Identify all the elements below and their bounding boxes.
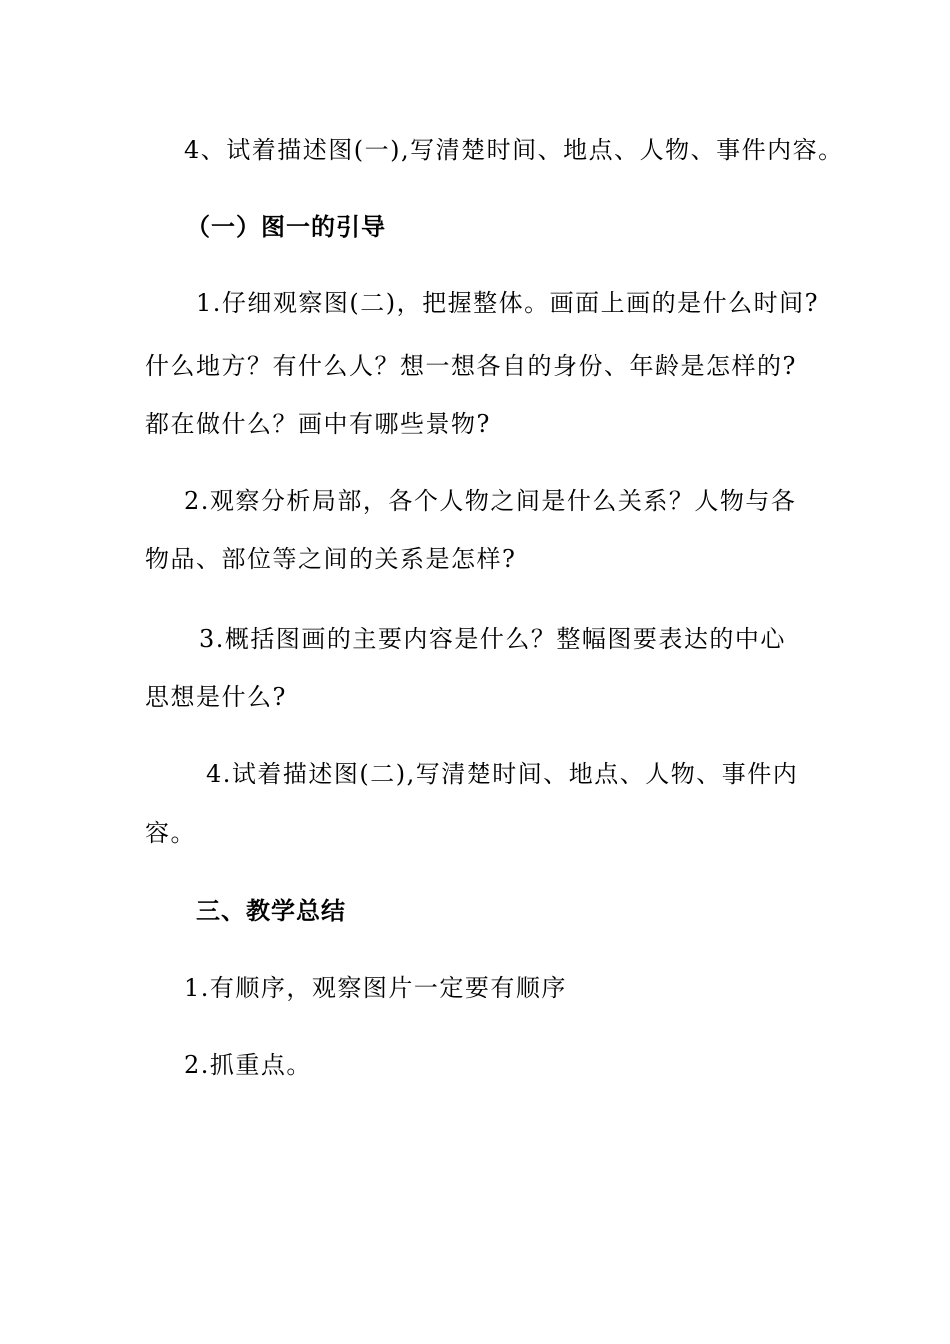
paragraph-1-line-1: 1.仔细观察图(二)，把握整体。画面上画的是什么时间? [196, 289, 819, 317]
summary-item-1: 1.有顺序，观察图片一定要有顺序 [184, 974, 567, 1002]
paragraph-4-line-1: 4.试着描述图(二),写清楚时间、地点、人物、事件内 [206, 760, 799, 788]
section-heading-picture-1-guide: （一）图一的引导 [186, 213, 386, 241]
paragraph-2-line-2: 物品、部位等之间的关系是怎样? [145, 545, 517, 573]
paragraph-1-line-3: 都在做什么？画中有哪些景物? [145, 410, 491, 438]
paragraph-2-line-1: 2.观察分析局部，各个人物之间是什么关系？人物与各 [184, 487, 797, 515]
paragraph-3-line-1: 3.概括图画的主要内容是什么？整幅图要表达的中心 [199, 625, 786, 653]
section-heading-teaching-summary: 三、教学总结 [196, 897, 346, 925]
summary-item-2: 2.抓重点。 [184, 1051, 312, 1079]
paragraph-1-line-2: 什么地方？有什么人？想一想各自的身份、年龄是怎样的? [145, 352, 797, 380]
paragraph-4-line-2: 容。 [145, 819, 196, 847]
item-4-describe-picture-1: 4、试着描述图(一),写清楚时间、地点、人物、事件内容。 [184, 136, 844, 164]
paragraph-3-line-2: 思想是什么? [145, 683, 287, 711]
